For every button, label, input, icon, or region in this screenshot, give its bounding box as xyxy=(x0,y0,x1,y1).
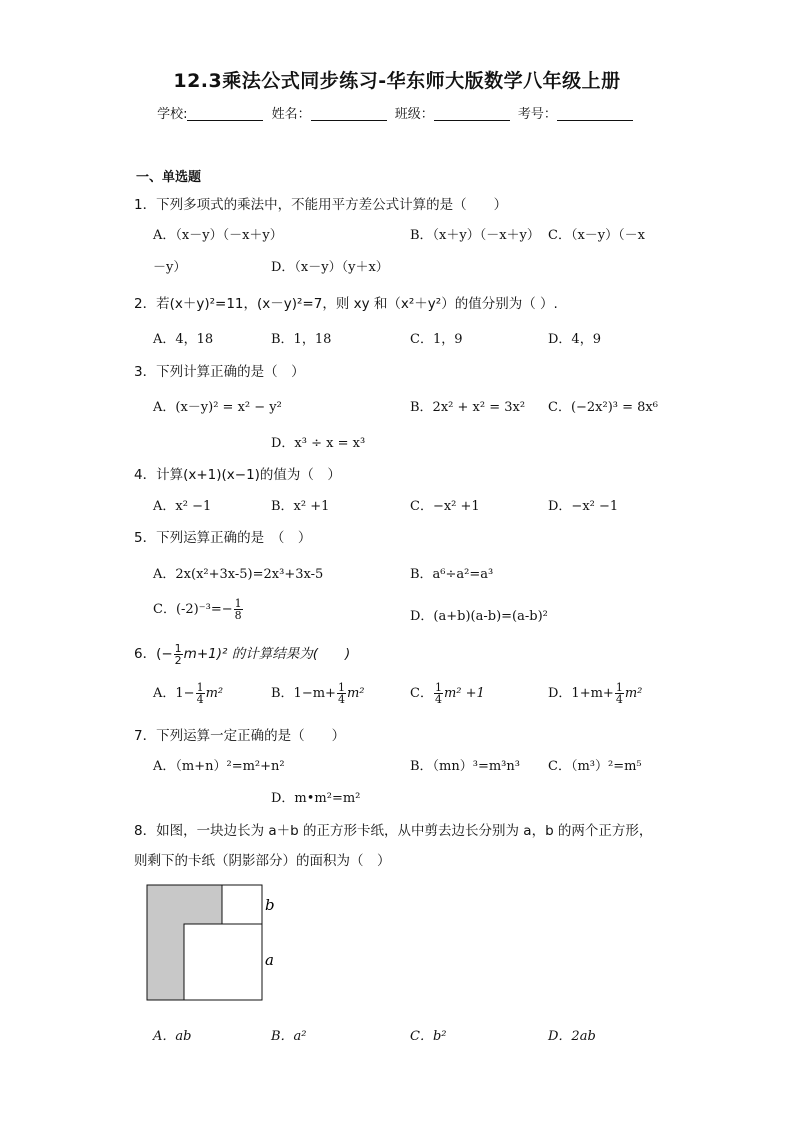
name-blank[interactable] xyxy=(311,107,387,121)
question-3-option-d[interactable]: D．x³ ÷ x = x³ xyxy=(271,436,366,451)
class-label: 班级： xyxy=(394,107,434,122)
question-7-option-d[interactable]: D．m•m²=m² xyxy=(271,791,361,806)
question-7-option-b[interactable]: B．（mn）³=m³n³ xyxy=(410,759,520,774)
class-blank[interactable] xyxy=(434,107,510,121)
question-3-option-b[interactable]: B．2x² + x² = 3x² xyxy=(410,400,526,415)
student-info-line xyxy=(0,103,794,122)
question-1-option-a[interactable]: A．（x－y）（－x＋y） xyxy=(153,228,283,243)
question-2-option-c[interactable]: C．1，9 xyxy=(410,332,463,347)
question-1-option-b[interactable]: B．（x＋y）（－x＋y） xyxy=(410,228,540,243)
large-square-a xyxy=(184,924,262,1000)
question-8-stem: 8．如图，一块边长为 a＋b 的正方形卡纸，从中剪去边长分别为 a，b 的两个正方形， xyxy=(134,823,653,839)
question-8-stem-line-2: 则剩下的卡纸（阴影部分）的面积为（ ） xyxy=(134,853,391,869)
question-1-option-c[interactable]: C．（x－y）（－x xyxy=(548,228,645,243)
question-6-option-d[interactable]: D．1+m+ $\frac{1}{4}$ m² xyxy=(548,681,643,706)
question-4-stem: 4．计算(x+1)(x−1)的值为（ ） xyxy=(134,467,341,483)
fraction: $\frac{1}{8}$ xyxy=(234,597,242,622)
question-6-option-a[interactable]: A．1− $\frac{1}{4}$ m² xyxy=(153,681,224,706)
question-2-option-a[interactable]: A．4，18 xyxy=(153,332,214,347)
page-title: 12.3乘法公式同步练习-华东师大版数学八年级上册 xyxy=(173,70,621,92)
fraction: $\frac{1}{4}$ xyxy=(434,681,442,706)
question-2-option-b[interactable]: B．1，18 xyxy=(271,332,332,347)
school-label: 学校: xyxy=(157,107,188,122)
name-label: 姓名： xyxy=(271,107,311,122)
fraction: $\frac{1}{4}$ xyxy=(196,681,204,706)
question-8-option-d[interactable]: D．2ab xyxy=(548,1029,596,1044)
question-5-option-b[interactable]: B．a⁶÷a²=a³ xyxy=(410,567,494,582)
question-5-stem: 5．下列运算正确的是 （ ） xyxy=(134,530,312,546)
question-6-option-b[interactable]: B．1−m+ $\frac{1}{4}$ m² xyxy=(271,681,365,706)
question-3-option-c[interactable]: C．(−2x²)³ = 8x⁶ xyxy=(548,400,658,415)
school-blank[interactable] xyxy=(187,107,263,121)
square-figure xyxy=(140,880,300,1010)
question-1-stem: 1．下列多项式的乘法中，不能用平方差公式计算的是（ ） xyxy=(134,197,508,213)
question-4-option-a[interactable]: A．x² −1 xyxy=(153,499,212,514)
question-2-stem: 2．若(x＋y)²=11，(x－y)²=7，则 xy 和（x²＋y²）的值分别为（ ）. xyxy=(134,296,558,312)
label-a: a xyxy=(265,951,274,969)
exam-no-label: 考号： xyxy=(517,107,557,122)
question-1-option-d[interactable]: D．（x－y）（y＋x） xyxy=(271,260,389,275)
question-4-option-d[interactable]: D．−x² −1 xyxy=(548,499,619,514)
section-title: 一、单选题 xyxy=(136,170,202,185)
question-5-option-a[interactable]: A．2x(x²+3x-5)=2x³+3x-5 xyxy=(153,567,324,582)
small-square-b xyxy=(222,885,262,924)
question-7-stem: 7．下列运算一定正确的是（ ） xyxy=(134,728,346,744)
question-6-option-c[interactable]: C． $\frac{1}{4}$ m² +1 xyxy=(410,681,485,706)
fraction: $\frac{1}{2}$ xyxy=(174,641,182,667)
fraction: $\frac{1}{4}$ xyxy=(337,681,345,706)
question-5-option-d[interactable]: D．(a+b)(a-b)=(a-b)² xyxy=(410,609,548,624)
question-8-option-c[interactable]: C．b² xyxy=(410,1029,447,1044)
fraction: $\frac{1}{4}$ xyxy=(615,681,623,706)
question-7-option-a[interactable]: A．（m+n）²=m²+n² xyxy=(153,759,285,774)
question-4-option-c[interactable]: C．−x² +1 xyxy=(410,499,480,514)
question-8-option-a[interactable]: A．ab xyxy=(153,1029,192,1044)
exam-no-blank[interactable] xyxy=(557,107,633,121)
question-3-stem: 3．下列计算正确的是（ ） xyxy=(134,364,305,380)
question-1-option-c-cont[interactable]: －y） xyxy=(153,260,187,275)
question-5-option-c[interactable] xyxy=(153,598,244,621)
question-5-option-c-text: C．(-2)⁻³=− xyxy=(153,602,233,617)
label-b: b xyxy=(265,896,275,914)
question-6-stem: 6．(− $\frac{1}{2}$ m+1)² 的计算结果为( ) xyxy=(134,641,351,667)
question-7-option-c[interactable]: C．（m³）²=m⁵ xyxy=(548,759,642,774)
question-8-option-b[interactable]: B．a² xyxy=(271,1029,307,1044)
question-2-option-d[interactable]: D．4，9 xyxy=(548,332,601,347)
question-4-option-b[interactable]: B．x² +1 xyxy=(271,499,330,514)
question-3-option-a[interactable]: A．(x－y)² = x² − y² xyxy=(153,400,282,415)
